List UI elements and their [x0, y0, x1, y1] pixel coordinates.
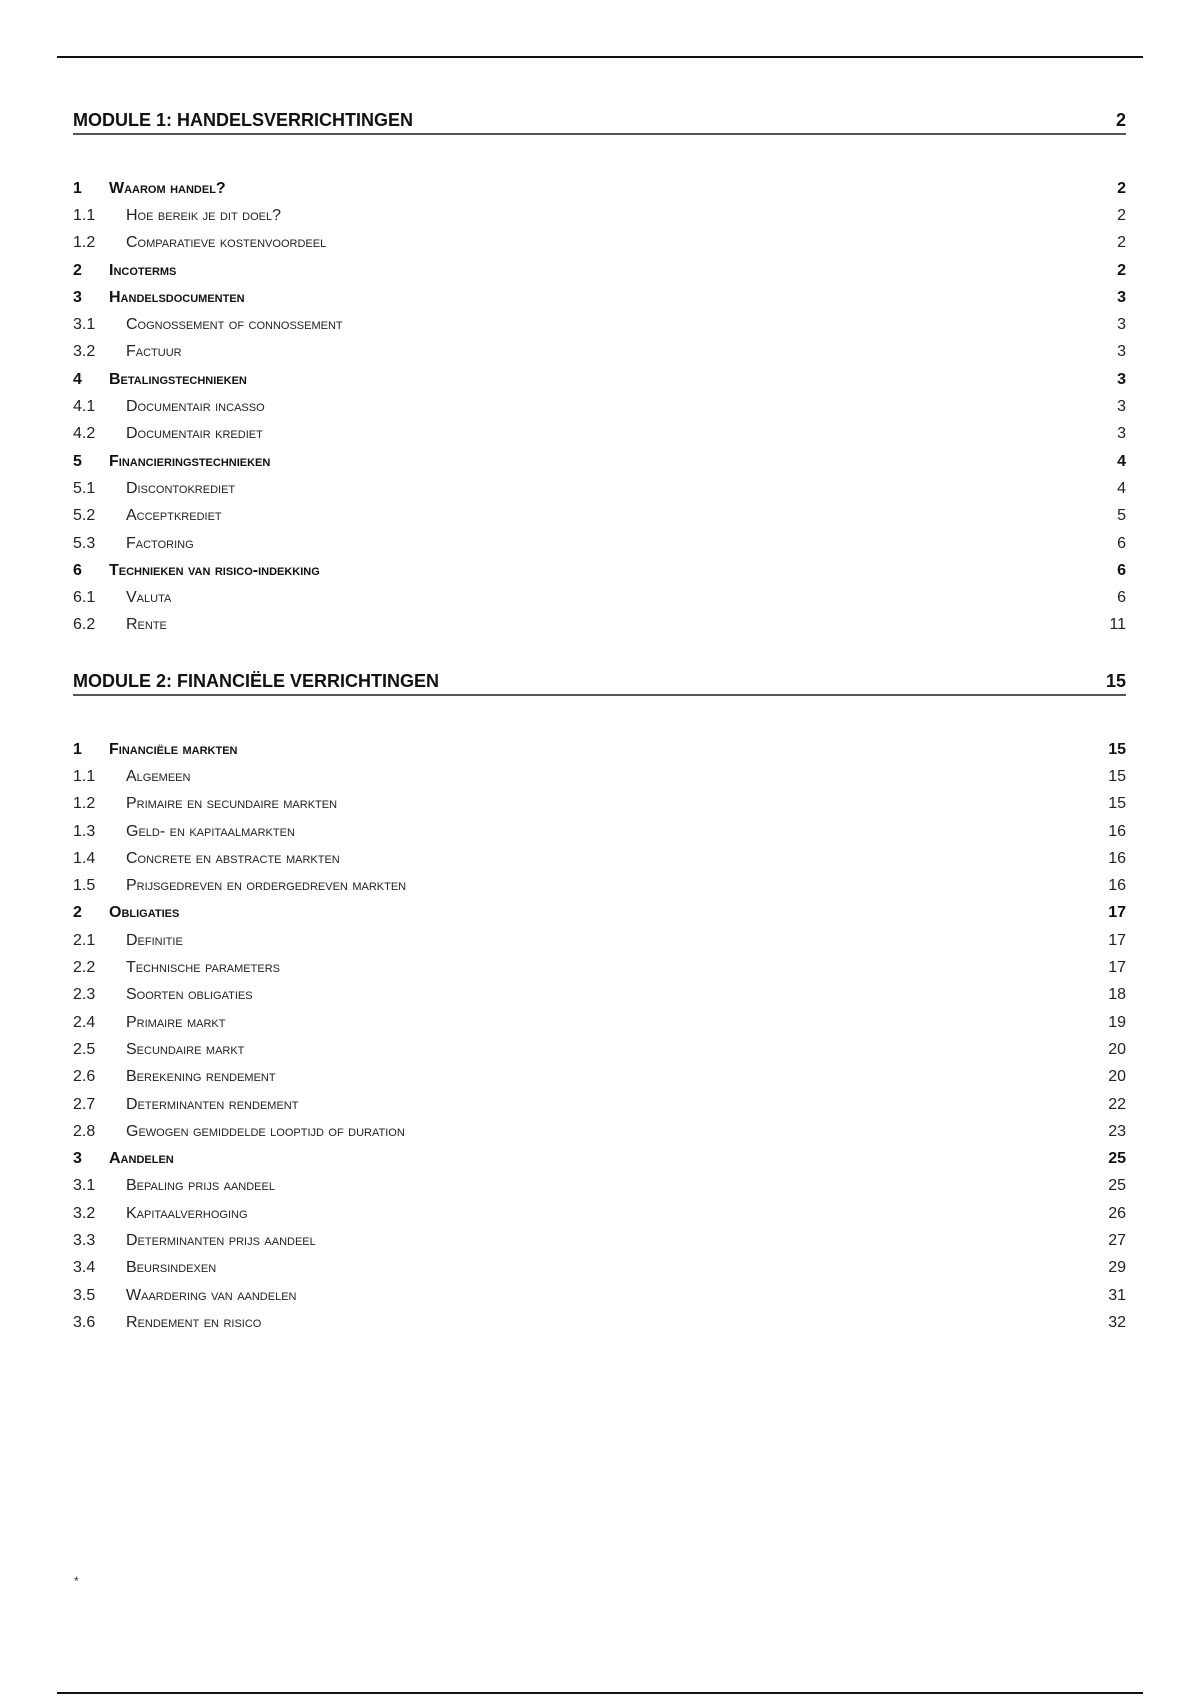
- toc-entry-number: 1.3: [73, 822, 96, 840]
- toc-section-entry[interactable]: [73, 1200, 1126, 1227]
- toc-entry-page: 16: [1108, 822, 1126, 840]
- toc-chapter-entry[interactable]: [73, 257, 1126, 284]
- toc-section-entry[interactable]: [73, 530, 1126, 557]
- toc-entry-page: 11: [1109, 616, 1126, 634]
- toc-entry-number: 1.2: [73, 795, 96, 813]
- toc-section-entry[interactable]: [73, 1282, 1126, 1309]
- module-1-page: 2: [1115, 110, 1126, 130]
- toc-entry-title: Hoe bereik je dit doel?: [126, 206, 281, 224]
- toc-entry-number: 3.1: [73, 316, 96, 334]
- toc-entry-title: Primaire markt: [126, 1013, 226, 1031]
- toc-entry-page: 6: [1117, 534, 1126, 552]
- toc-entry-page: 25: [1108, 1150, 1126, 1168]
- page-top-rule: [57, 56, 1143, 58]
- toc-entry-title: Determinanten rendement: [126, 1095, 299, 1113]
- toc-entry-title: Primaire en secundaire markten: [126, 795, 338, 813]
- toc-entry-number: 5.2: [73, 507, 96, 525]
- toc-chapter-entry[interactable]: [73, 900, 1126, 927]
- toc-entry-number: 3.2: [73, 1204, 96, 1222]
- module-2-heading[interactable]: [73, 669, 1126, 696]
- toc-entry-page: 3: [1117, 288, 1126, 306]
- toc-entry-number: 2: [73, 904, 82, 922]
- toc-entry-page: 4: [1117, 479, 1126, 497]
- toc-entry-title: Obligaties: [109, 904, 180, 922]
- toc-entry-number: 2: [73, 261, 82, 279]
- toc-entry-number: 6: [73, 561, 82, 579]
- toc-entry-page: 16: [1108, 849, 1126, 867]
- toc-section-entry[interactable]: [73, 1009, 1126, 1036]
- toc-section-entry[interactable]: [73, 1227, 1126, 1254]
- toc-entry-number: 1: [73, 740, 82, 758]
- toc-entry-title: Secundaire markt: [126, 1040, 245, 1058]
- toc-section-entry[interactable]: [73, 1309, 1126, 1336]
- toc-section-entry[interactable]: [73, 230, 1126, 257]
- toc-entry-number: 2.2: [73, 959, 96, 977]
- toc-entry-title: Handelsdocumenten: [109, 288, 245, 306]
- toc-section-entry[interactable]: [73, 202, 1126, 229]
- toc-section-entry[interactable]: [73, 475, 1126, 502]
- toc-entry-number: 3.4: [73, 1259, 96, 1277]
- toc-entry-page: 3: [1117, 316, 1126, 334]
- toc-entry-number: 2.1: [73, 931, 96, 949]
- toc-chapter-entry[interactable]: [73, 175, 1126, 202]
- toc-entry-title: Cognossement of connossement: [126, 316, 343, 334]
- toc-entry-title: Geld- en kapitaalmarkten: [126, 822, 295, 840]
- toc-entry-number: 6.1: [73, 589, 96, 607]
- toc-entry-page: 2: [1117, 206, 1126, 224]
- toc-entry-title: Technische parameters: [126, 959, 280, 977]
- toc-entry-page: 31: [1108, 1286, 1126, 1304]
- toc-entry-number: 5: [73, 452, 82, 470]
- toc-entry-page: 22: [1108, 1095, 1126, 1113]
- toc-entry-number: 2.3: [73, 986, 96, 1004]
- toc-entry-title: Bepaling prijs aandeel: [126, 1177, 275, 1195]
- toc-entry-number: 1.1: [73, 206, 96, 224]
- toc-entry-number: 1.5: [73, 877, 96, 895]
- toc-entry-title: Technieken van risico-indekking: [109, 561, 320, 579]
- footnote-mark: *: [74, 1574, 79, 1588]
- toc-section-entry[interactable]: [73, 872, 1126, 899]
- toc-entry-title: Incoterms: [109, 261, 177, 279]
- module-2-title: MODULE 2: FINANCIËLE VERRICHTINGEN: [73, 671, 440, 691]
- module-1-entries: [73, 175, 1126, 639]
- toc-entry-title: Definitie: [126, 931, 183, 949]
- toc-entry-title: Documentair krediet: [126, 425, 263, 443]
- toc-section-entry[interactable]: [73, 1064, 1126, 1091]
- toc-entry-title: Acceptkrediet: [126, 507, 222, 525]
- toc-section-entry[interactable]: [73, 982, 1126, 1009]
- toc-chapter-entry[interactable]: [73, 736, 1126, 763]
- toc-entry-title: Beursindexen: [126, 1259, 217, 1277]
- toc-entry-title: Comparatieve kostenvoordeel: [126, 234, 327, 252]
- toc-entry-title: Factoring: [126, 534, 194, 552]
- module-1-title: MODULE 1: HANDELSVERRICHTINGEN: [73, 110, 414, 130]
- toc-section-entry[interactable]: [73, 1036, 1126, 1063]
- toc-section-entry[interactable]: [73, 1091, 1126, 1118]
- toc-entry-page: 15: [1108, 795, 1126, 813]
- toc-section-entry[interactable]: [73, 763, 1126, 790]
- toc-entry-page: 17: [1108, 904, 1126, 922]
- toc-entry-page: 17: [1108, 959, 1126, 977]
- toc-section-entry[interactable]: [73, 1173, 1126, 1200]
- toc-entry-number: 2.4: [73, 1013, 96, 1031]
- toc-entry-page: 6: [1117, 561, 1126, 579]
- toc-entry-page: 20: [1108, 1068, 1126, 1086]
- toc-entry-title: Rente: [126, 616, 167, 634]
- toc-entry-page: 18: [1108, 986, 1126, 1004]
- toc-entry-number: 2.6: [73, 1068, 96, 1086]
- toc-entry-title: Prijsgedreven en ordergedreven markten: [126, 877, 407, 895]
- toc-chapter-entry[interactable]: [73, 284, 1126, 311]
- toc-entry-page: 20: [1108, 1040, 1126, 1058]
- toc-section-entry[interactable]: [73, 927, 1126, 954]
- toc-entry-number: 2.7: [73, 1095, 96, 1113]
- toc-entry-title: Gewogen gemiddelde looptijd of duration: [126, 1122, 405, 1140]
- toc-entry-number: 3.6: [73, 1313, 96, 1331]
- toc-module-2: [73, 669, 1126, 1337]
- module-2-page: 15: [1105, 671, 1126, 691]
- toc-entry-title: Betalingstechnieken: [109, 370, 247, 388]
- toc-entry-page: 16: [1108, 877, 1126, 895]
- toc-entry-page: 32: [1108, 1313, 1126, 1331]
- toc-entry-title: Waarom handel?: [109, 179, 226, 197]
- toc-entry-title: Documentair incasso: [126, 398, 265, 416]
- toc-entry-page: 3: [1117, 370, 1126, 388]
- toc-entry-page: 3: [1117, 425, 1126, 443]
- toc-entry-page: 19: [1108, 1013, 1126, 1031]
- toc-entry-page: 15: [1108, 740, 1126, 758]
- toc-section-entry[interactable]: [73, 393, 1126, 420]
- toc-entry-number: 3.1: [73, 1177, 96, 1195]
- toc-section-entry[interactable]: [73, 339, 1126, 366]
- toc-entry-title: Waardering van aandelen: [126, 1286, 297, 1304]
- toc-entry-page: 26: [1108, 1204, 1126, 1222]
- toc-entry-title: Valuta: [126, 589, 172, 607]
- toc-entry-number: 3: [73, 288, 82, 306]
- toc-entry-title: Determinanten prijs aandeel: [126, 1231, 316, 1249]
- toc-section-entry[interactable]: [73, 845, 1126, 872]
- toc-section-entry[interactable]: [73, 503, 1126, 530]
- toc-entry-page: 5: [1117, 507, 1126, 525]
- toc-entry-page: 25: [1108, 1177, 1126, 1195]
- page-bottom-rule: [57, 1692, 1143, 1694]
- toc-entry-title: Kapitaalverhoging: [126, 1204, 248, 1222]
- toc-module-1: [73, 108, 1126, 639]
- toc-entry-number: 1: [73, 179, 82, 197]
- toc-entry-number: 3.3: [73, 1231, 96, 1249]
- toc-entry-number: 2.5: [73, 1040, 96, 1058]
- module-2-entries: [73, 736, 1126, 1337]
- toc-entry-page: 3: [1117, 398, 1126, 416]
- toc-entry-number: 3.5: [73, 1286, 96, 1304]
- toc-entry-title: Factuur: [126, 343, 182, 361]
- toc-entry-title: Financiële markten: [109, 740, 238, 758]
- toc-section-entry[interactable]: [73, 584, 1126, 611]
- toc-entry-number: 3.2: [73, 343, 96, 361]
- toc-entry-title: Soorten obligaties: [126, 986, 253, 1004]
- toc-entry-page: 23: [1108, 1122, 1126, 1140]
- toc-entry-number: 4.1: [73, 398, 96, 416]
- toc-section-entry[interactable]: [73, 1118, 1126, 1145]
- toc-entry-number: 5.3: [73, 534, 96, 552]
- toc-entry-title: Berekening rendement: [126, 1068, 276, 1086]
- toc-entry-number: 3: [73, 1150, 82, 1168]
- toc-entry-title: Financieringstechnieken: [109, 452, 271, 470]
- toc-section-entry[interactable]: [73, 612, 1126, 639]
- toc-entry-number: 2.8: [73, 1122, 96, 1140]
- toc-entry-title: Discontokrediet: [126, 479, 236, 497]
- toc-entry-title: Rendement en risico: [126, 1313, 262, 1331]
- toc-entry-number: 1.2: [73, 234, 96, 252]
- toc-entry-title: Aandelen: [109, 1150, 174, 1168]
- toc-section-entry[interactable]: [73, 421, 1126, 448]
- toc-entry-number: 1.1: [73, 767, 96, 785]
- toc-section-entry[interactable]: [73, 954, 1126, 981]
- toc-entry-page: 15: [1108, 767, 1126, 785]
- toc-entry-number: 1.4: [73, 849, 96, 867]
- toc-entry-page: 3: [1117, 343, 1126, 361]
- toc-entry-page: 2: [1117, 234, 1126, 252]
- module-1-heading[interactable]: [73, 108, 1126, 135]
- toc-entry-number: 4.2: [73, 425, 96, 443]
- toc-entry-number: 5.1: [73, 479, 96, 497]
- toc-entry-page: 2: [1117, 261, 1126, 279]
- toc-section-entry[interactable]: [73, 818, 1126, 845]
- toc-entry-title: Algemeen: [126, 767, 191, 785]
- toc-entry-page: 6: [1117, 589, 1126, 607]
- toc-section-entry[interactable]: [73, 791, 1126, 818]
- toc-section-entry[interactable]: [73, 311, 1126, 338]
- toc-entry-number: 6.2: [73, 616, 96, 634]
- toc-section-entry[interactable]: [73, 1255, 1126, 1282]
- toc-chapter-entry[interactable]: [73, 448, 1126, 475]
- toc-entry-page: 29: [1108, 1259, 1126, 1277]
- toc-entry-title: Concrete en abstracte markten: [126, 849, 340, 867]
- toc-entry-page: 17: [1108, 931, 1126, 949]
- toc-chapter-entry[interactable]: [73, 366, 1126, 393]
- toc-entry-page: 4: [1117, 452, 1126, 470]
- toc-entry-page: 2: [1117, 179, 1126, 197]
- toc-chapter-entry[interactable]: [73, 1145, 1126, 1172]
- toc-entry-page: 27: [1108, 1231, 1126, 1249]
- toc-chapter-entry[interactable]: [73, 557, 1126, 584]
- toc-entry-number: 4: [73, 370, 82, 388]
